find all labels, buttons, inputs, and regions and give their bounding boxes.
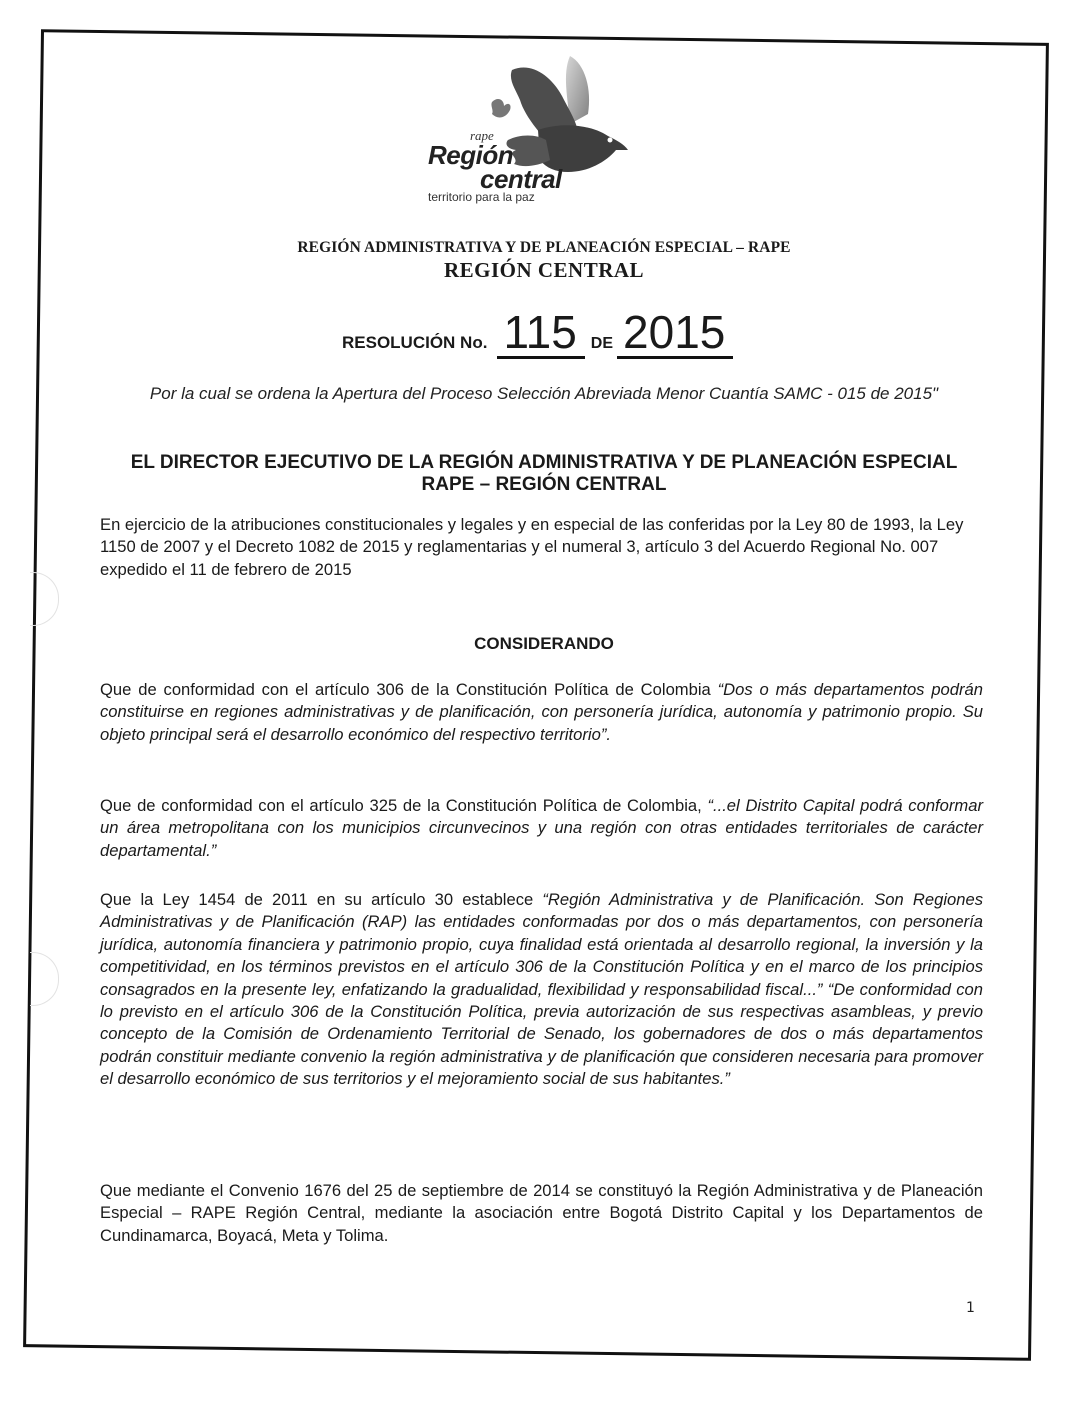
institution-name: REGIÓN ADMINISTRATIVA Y DE PLANEACIÓN ESPECIAL – RAPE [297, 239, 791, 256]
considerando-heading: CONSIDERANDO [474, 634, 614, 653]
resolution-number-line [342, 306, 733, 359]
resolution-year: 2015 [617, 310, 733, 359]
resolution-connector: DE [590, 335, 614, 352]
resolution-label: RESOLUCIÓN No. [342, 333, 488, 352]
paragraph-text: Que de conformidad con el artículo 306 de la Constitución Política de Colombia [100, 680, 718, 699]
logo-name-line2: central [480, 164, 562, 194]
paragraph-text: Que la Ley 1454 de 2011 en su artículo 30 establece [100, 890, 543, 909]
page-number: 1 [966, 1300, 975, 1316]
logo-small-label: rape [470, 128, 494, 143]
considerando-paragraph [100, 679, 983, 746]
considerando-paragraph [100, 795, 983, 862]
considerando-paragraph [100, 1180, 983, 1247]
paragraph-quote: “Dos o más departamentos podrán constituirse en regiones administrativas y de planificación, con personería jurídica, autonomía y patrimonio propio. Su objeto principal será el desarrollo económico del respectivo territorio”. [100, 680, 984, 744]
resolution-number: 115 [497, 310, 584, 359]
institution-subname: REGIÓN CENTRAL [443, 258, 645, 282]
director-heading-line2: RAPE – REGIÓN CENTRAL [421, 474, 667, 495]
intro-paragraph: En ejercicio de la atribuciones constitucionales y legales y en especial de las conferidas por la Ley 80 de 1993, la Ley 1150 de 2007 y el Decreto 1082 de 2015 y reglamentarias y el numeral 3, artículo 3 del Acuerdo Regional No. 007 expedido el 11 de febrero de 2015 [100, 515, 964, 579]
resolution-subtitle: Por la cual se ordena la Apertura del Proceso Selección Abreviada Menor Cuantía SAMC - 015 de 2015" [149, 384, 939, 403]
paragraph-text: Que de conformidad con el artículo 325 de la Constitución Política de Colombia, [100, 796, 708, 815]
paragraph-quote: “...el Distrito Capital podrá conformar un área metropolitana con los municipios circunvecinos y una región con otras entidades territoriales de carácter departamental.” [100, 796, 983, 860]
director-heading-line1: EL DIRECTOR EJECUTIVO DE LA REGIÓN ADMINISTRATIVA Y DE PLANEACIÓN ESPECIAL [130, 452, 958, 473]
logo-tagline: territorio para la paz [428, 190, 535, 204]
paragraph-text: Que mediante el Convenio 1676 del 25 de septiembre de 2014 se constituyó la Región Administrativa y de Planeación Especial – RAPE Región Central, mediante la asociación entre Bogotá Distrito Capital y los Departamentos de Cundinamarca, Boyacá, Meta y Tolima. [100, 1181, 983, 1245]
logo-name-line1: Región [428, 140, 514, 170]
considerando-paragraph [100, 889, 983, 1091]
director-heading [100, 452, 988, 496]
paragraph-quote: “Región Administrativa y de Planificación. Son Regiones Administrativas y de Planificación (RAP) las entidades conformadas por dos o más departamentos, con personería jurídica, autonomía financiera y patrimonio propio, cuya finalidad está orientada al desarrollo regional, la inversión y la competitividad, en los términos previstos en el artículo 306 de la Constitución Política y en el marco de los principios consagrados en la presente ley, enfatizando la gradualidad, flexibilidad y responsabilidad fiscal...” “De conformidad con lo previsto en el artículo 306 de la Constitución Política, previa autorización de sus respectivas asambleas, y previo concepto de la Comisión de Ordenamiento Territorial de Senado, los gobernadores de dos o más departamentos podrán constituir mediante convenio la región administrativa y de planificación que consideren necesaria para promover el desarrollo económico de sus territorios y el mejoramiento social de sus habitantes.” [100, 890, 983, 1089]
